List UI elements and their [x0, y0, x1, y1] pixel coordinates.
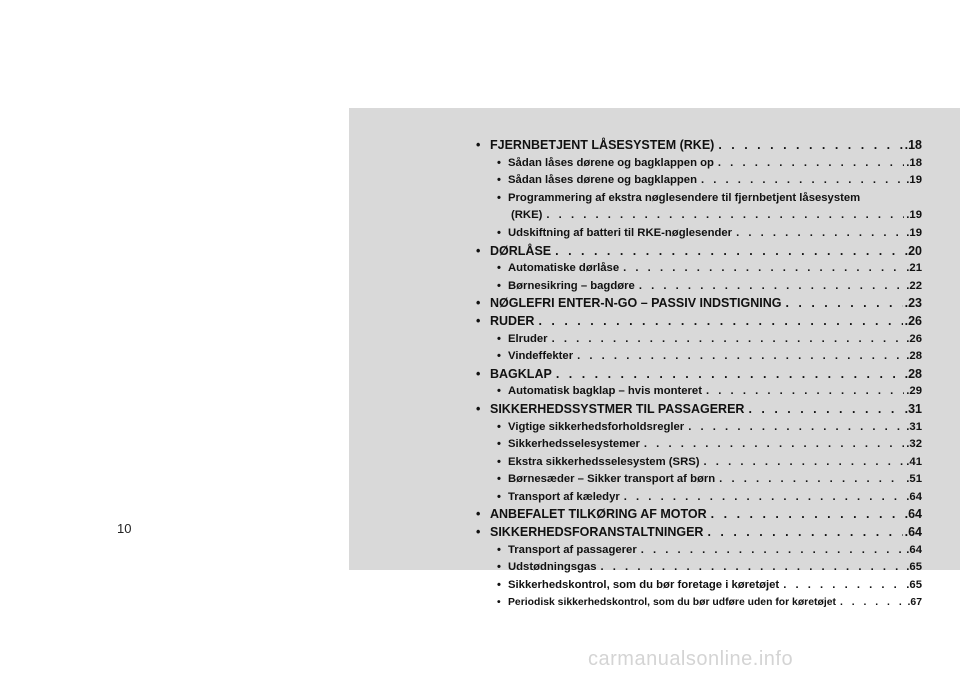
- toc-entry-title: Automatisk bagklap – hvis monteret: [508, 385, 702, 398]
- toc-entry-title: Vindeffekter: [508, 350, 574, 363]
- toc-entry[interactable]: [476, 471, 922, 489]
- bullet-icon: •: [497, 543, 501, 556]
- toc-entry-page: .65: [906, 578, 922, 591]
- toc-entry[interactable]: [476, 137, 922, 155]
- toc-entry-title: Transport af kæledyr: [508, 490, 620, 503]
- toc-entry-page: .19: [906, 226, 922, 239]
- bullet-icon: •: [497, 385, 501, 398]
- toc-entry-page: .64: [904, 525, 922, 540]
- toc-entry-page: .51: [906, 473, 922, 486]
- leader-dots: [707, 506, 903, 524]
- toc-entry-page: .64: [904, 507, 922, 522]
- toc-entry-page: .26: [906, 332, 922, 345]
- toc-entry-title-continuation: (RKE): [511, 209, 543, 222]
- toc-entry-title: Udstødningsgas: [508, 561, 597, 574]
- bullet-icon: •: [497, 578, 501, 591]
- leader-dots: [715, 471, 904, 489]
- leader-dots: [640, 436, 904, 454]
- leader-dots: [620, 489, 905, 507]
- toc-entry[interactable]: [476, 331, 922, 349]
- toc-entry-title: Elruder: [508, 332, 548, 345]
- leader-dots: [836, 594, 906, 612]
- toc-entry-title: Børnesikring – bagdøre: [508, 279, 635, 292]
- toc-entry[interactable]: [476, 348, 922, 366]
- toc-entry[interactable]: [476, 419, 922, 437]
- toc-entry-page: .64: [906, 543, 922, 556]
- toc-entry[interactable]: [476, 295, 922, 313]
- toc-entry-title: Automatiske dørlåse: [508, 262, 620, 275]
- bullet-icon: •: [497, 174, 501, 187]
- bullet-icon: •: [497, 597, 501, 609]
- toc-entry-title: Sådan låses dørene og bagklappen: [508, 174, 697, 187]
- toc-entry-title: Ekstra sikkerhedsselesystem (SRS): [508, 455, 700, 468]
- toc-entry-page: .19: [906, 209, 922, 222]
- bullet-icon: •: [497, 279, 501, 292]
- toc-entry[interactable]: [476, 366, 922, 384]
- bullet-icon: •: [497, 156, 501, 169]
- bullet-icon: •: [476, 138, 481, 152]
- toc-entry[interactable]: [476, 243, 922, 261]
- bullet-icon: •: [476, 366, 481, 381]
- toc-entry-title: Børnesæder – Sikker transport af børn: [508, 473, 716, 486]
- toc-entry[interactable]: [476, 594, 922, 612]
- page-number: 10: [117, 521, 132, 536]
- toc-entry[interactable]: [476, 190, 922, 208]
- leader-dots: [551, 243, 902, 261]
- bullet-icon: •: [497, 455, 501, 468]
- bullet-icon: •: [497, 332, 501, 345]
- leader-dots: [534, 313, 902, 331]
- bullet-icon: •: [476, 525, 481, 540]
- toc-entry-title: SIKKERHEDSFORANSTALTNINGER: [490, 525, 704, 540]
- bullet-icon: •: [497, 226, 501, 239]
- toc-entry-page: .65: [906, 561, 922, 574]
- leader-dots: [744, 401, 902, 419]
- bullet-icon: •: [476, 296, 481, 311]
- leader-dots: [635, 278, 904, 296]
- leader-dots: [714, 155, 904, 173]
- toc-entry[interactable]: [476, 155, 922, 173]
- toc-entry-title: BAGKLAP: [490, 366, 552, 381]
- toc-entry-page: .28: [906, 350, 922, 363]
- toc-entry[interactable]: [476, 506, 922, 524]
- toc-entry-page: .21: [906, 262, 922, 275]
- toc-entry-title: SIKKERHEDSSYSTMER TIL PASSAGERER: [490, 401, 745, 416]
- toc-entry[interactable]: [476, 559, 922, 577]
- leader-dots: [779, 577, 904, 595]
- toc-entry-page: .41: [906, 455, 922, 468]
- bullet-icon: •: [476, 313, 481, 328]
- toc-entry-title: NØGLEFRI ENTER-N-GO – PASSIV INDSTIGNING: [490, 296, 782, 311]
- leader-dots: [542, 207, 904, 225]
- leader-dots: [597, 559, 905, 577]
- toc-entry[interactable]: [476, 172, 922, 190]
- toc-entry-title: RUDER: [490, 313, 535, 328]
- toc-entry-page: .67: [907, 597, 922, 609]
- leader-dots: [703, 524, 902, 542]
- toc-entry-page: .18: [906, 156, 922, 169]
- toc-entry-title: FJERNBETJENT LÅSESYSTEM (RKE): [490, 138, 715, 152]
- bullet-icon: •: [497, 420, 501, 433]
- table-of-contents: [476, 137, 922, 612]
- toc-entry[interactable]: [476, 313, 922, 331]
- toc-entry-page: .19: [906, 174, 922, 187]
- toc-entry-page: .28: [904, 366, 922, 381]
- bullet-icon: •: [497, 438, 501, 451]
- toc-entry-title: Sådan låses dørene og bagklappen op: [508, 156, 714, 169]
- leader-dots: [684, 419, 904, 437]
- bullet-icon: •: [476, 507, 481, 522]
- watermark: carmanualsonline.info: [588, 648, 794, 670]
- toc-entry-page: .32: [906, 438, 922, 451]
- bullet-icon: •: [476, 243, 481, 258]
- leader-dots: [573, 348, 904, 366]
- toc-entry-page: .31: [904, 401, 922, 416]
- toc-entry-page: .22: [906, 279, 922, 292]
- toc-entry[interactable]: [476, 542, 922, 560]
- toc-entry-page: .26: [904, 313, 922, 328]
- toc-entry[interactable]: [476, 436, 922, 454]
- toc-entry-page: .29: [906, 385, 922, 398]
- toc-entry-continuation[interactable]: [476, 207, 922, 225]
- leader-dots: [781, 295, 902, 313]
- toc-entry[interactable]: [476, 383, 922, 401]
- leader-dots: [702, 383, 904, 401]
- bullet-icon: •: [497, 473, 501, 486]
- bullet-icon: •: [497, 490, 501, 503]
- toc-entry-page: .31: [906, 420, 922, 433]
- toc-entry-title: ANBEFALET TILKØRING AF MOTOR: [490, 507, 707, 522]
- toc-entry-title: Periodisk sikkerhedskontrol, som du bør udføre uden for køretøjet: [508, 597, 836, 609]
- bullet-icon: •: [497, 191, 501, 204]
- toc-entry-page: .64: [906, 490, 922, 503]
- bullet-icon: •: [497, 350, 501, 363]
- bullet-icon: •: [476, 401, 481, 416]
- bullet-icon: •: [497, 561, 501, 574]
- leader-dots: [552, 366, 903, 384]
- toc-entry-title: Programmering af ekstra nøglesendere til fjernbetjent låsesystem: [508, 191, 861, 204]
- toc-entry[interactable]: [476, 260, 922, 278]
- toc-entry-title: Sikkerhedsselesystemer: [508, 438, 640, 451]
- leader-dots: [732, 225, 904, 243]
- leader-dots: [697, 172, 904, 190]
- toc-entry-page: .18: [904, 138, 922, 152]
- toc-entry-page: .23: [904, 296, 922, 311]
- toc-entry[interactable]: [476, 489, 922, 507]
- leader-dots: [548, 331, 905, 349]
- toc-entry-page: .20: [904, 243, 922, 258]
- leader-dots: [637, 542, 905, 560]
- leader-dots: [700, 454, 905, 472]
- leader-dots: [619, 260, 904, 278]
- toc-entry-title: Vigtige sikkerhedsforholdsregler: [508, 420, 685, 433]
- toc-entry-title: Sikkerhedskontrol, som du bør foretage i køretøjet: [508, 578, 780, 591]
- bullet-icon: •: [497, 262, 501, 275]
- toc-entry-title: Transport af passagerer: [508, 543, 637, 556]
- toc-entry[interactable]: [476, 401, 922, 419]
- toc-entry[interactable]: [476, 225, 922, 243]
- toc-entry-title: DØRLÅSE: [490, 243, 552, 258]
- toc-entry[interactable]: [476, 454, 922, 472]
- toc-entry[interactable]: [476, 278, 922, 296]
- toc-entry-title: Udskiftning af batteri til RKE-nøglesender: [508, 226, 733, 239]
- toc-entry[interactable]: [476, 577, 922, 595]
- toc-entry[interactable]: [476, 524, 922, 542]
- leader-dots: [714, 137, 902, 155]
